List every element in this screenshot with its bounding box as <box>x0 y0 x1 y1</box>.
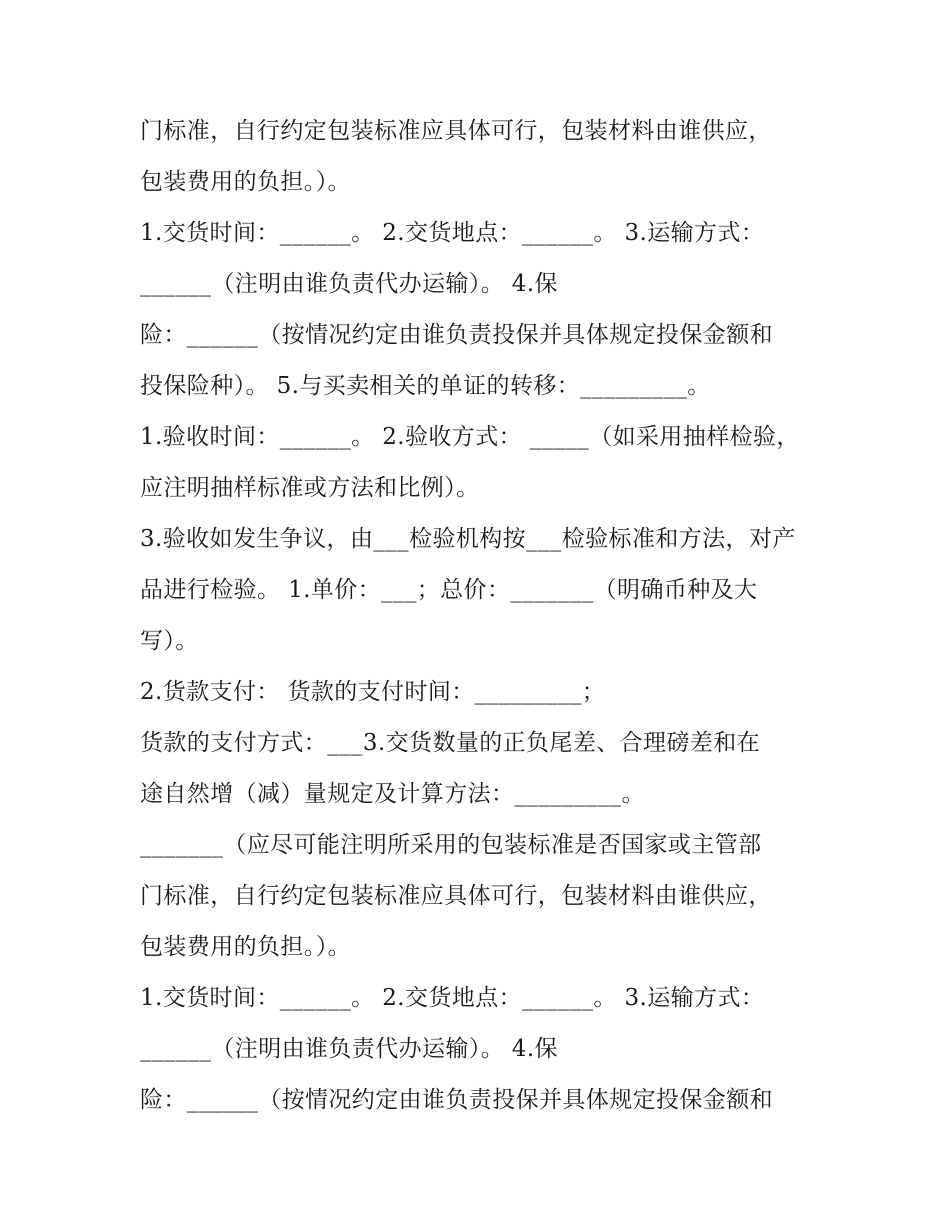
text-line: 1.交货时间：______。 2.交货地点：______。 3.运输方式： <box>140 220 765 246</box>
text-line: 品进行检验。 1.单价：___；总价：_______（明确币种及大 <box>140 577 758 603</box>
text-line: 3.验收如发生争议，由___检验机构按___检验标准和方法，对产 <box>140 526 796 552</box>
text-line: 险：______（按情况约定由谁负责投保并具体规定投保金额和 <box>140 322 773 348</box>
text-line: ______（注明由谁负责代办运输）。 4.保 <box>140 271 558 297</box>
text-line: ______（注明由谁负责代办运输）。 4.保 <box>140 1036 558 1062</box>
text-line: 门标准，自行约定包装标准应具体可行，包装材料由谁供应， <box>140 883 772 909</box>
text-line: 货款的支付方式：___3.交货数量的正负尾差、合理磅差和在 <box>140 730 761 756</box>
text-line: 险：______（按情况约定由谁负责投保并具体规定投保金额和 <box>140 1087 773 1113</box>
text-line: 2.货款支付： 货款的支付时间：_________； <box>140 679 606 705</box>
text-line: 1.验收时间：______。 2.验收方式： _____（如采用抽样检验， <box>140 424 800 450</box>
text-line: 包装费用的负担。）。 <box>140 934 351 960</box>
text-line: 写）。 <box>140 628 199 654</box>
text-line: _______（应尽可能注明所采用的包装标准是否国家或主管部 <box>140 832 762 858</box>
text-line: 投保险种）。 5.与买卖相关的单证的转移：_________。 <box>140 373 711 399</box>
text-line: 应注明抽样标准或方法和比例）。 <box>140 475 480 501</box>
document-body <box>140 106 820 1126</box>
text-line: 包装费用的负担。）。 <box>140 169 351 195</box>
text-line: 1.交货时间：______。 2.交货地点：______。 3.运输方式： <box>140 985 765 1011</box>
text-line: 门标准，自行约定包装标准应具体可行，包装材料由谁供应， <box>140 118 772 144</box>
text-line: 途自然增（减）量规定及计算方法：_________。 <box>140 781 645 807</box>
